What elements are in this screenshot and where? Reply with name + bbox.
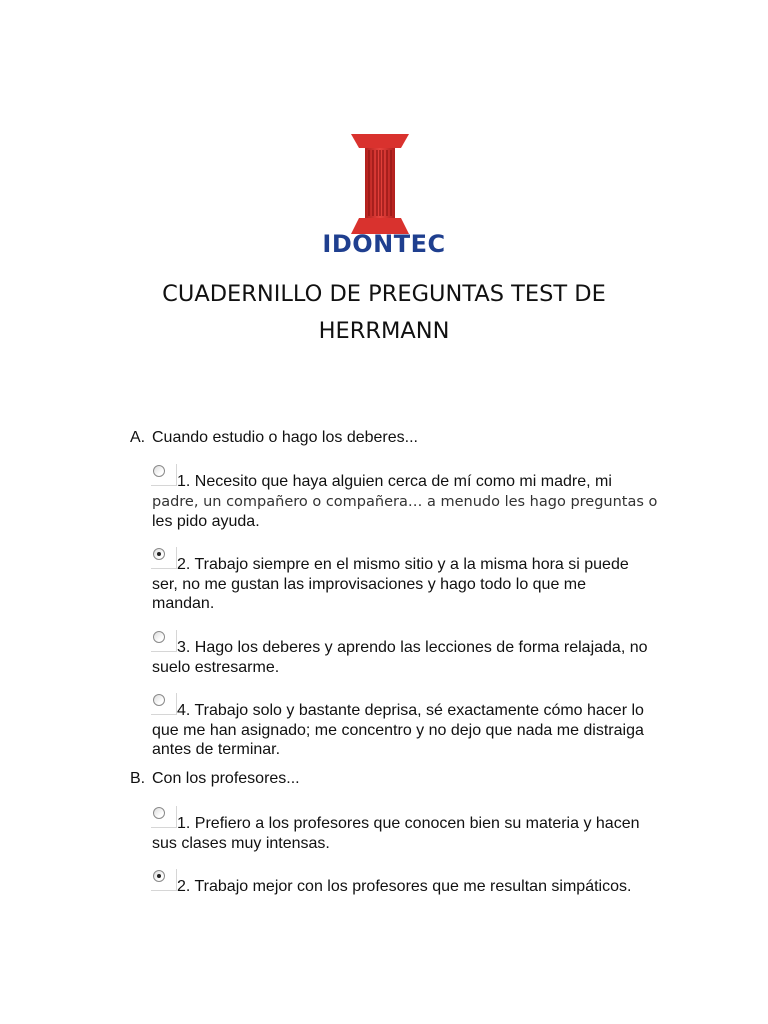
- option-a4[interactable]: [152, 701, 667, 760]
- radio-button[interactable]: [152, 701, 177, 715]
- question-b: [130, 769, 300, 789]
- option-text: 2. Trabajo siempre en el mismo sitio y a la misma hora si puede ser, no me gustan las improvisaciones y hago todo lo que me mandan.: [152, 556, 629, 612]
- option-text: 1. Prefiero a los profesores que conocen bien su materia y hacen sus clases muy intensas.: [152, 815, 640, 852]
- idontec-logo: [351, 134, 409, 234]
- radio-checked-icon[interactable]: [153, 548, 165, 560]
- option-text: 4. Trabajo solo y bastante deprisa, sé exactamente cómo hacer lo que me han asignado; me concentro y no dejo que nada me distraiga antes de terminar.: [152, 702, 644, 758]
- option-text: 1. Necesito que haya alguien cerca de mí como mi madre, mi padre, un compañero o compañera… a menudo les hago preguntas o les pido ayuda.: [152, 473, 658, 530]
- option-text: 2. Trabajo mejor con los profesores que me resultan simpáticos.: [177, 878, 632, 895]
- radio-button[interactable]: [152, 877, 177, 891]
- radio-checked-icon[interactable]: [153, 870, 165, 882]
- page-title: CUADERNILLO DE PREGUNTAS TEST DE HERRMANN: [162, 281, 606, 344]
- option-a3[interactable]: [152, 638, 667, 677]
- radio-button[interactable]: [152, 472, 177, 486]
- brand-name: IDONTEC: [322, 230, 446, 258]
- radio-unchecked-icon[interactable]: [153, 807, 165, 819]
- radio-unchecked-icon[interactable]: [153, 694, 165, 706]
- option-a2[interactable]: [152, 555, 667, 614]
- question-text: Cuando estudio o hago los deberes...: [152, 429, 418, 446]
- option-a1[interactable]: [152, 472, 667, 532]
- question-letter: A.: [130, 429, 146, 446]
- question-letter: B.: [130, 770, 146, 787]
- radio-unchecked-icon[interactable]: [153, 465, 165, 477]
- option-b2[interactable]: [152, 877, 667, 897]
- radio-button[interactable]: [152, 814, 177, 828]
- question-a: [130, 428, 418, 448]
- radio-unchecked-icon[interactable]: [153, 631, 165, 643]
- radio-button[interactable]: [152, 638, 177, 652]
- option-b1[interactable]: [152, 814, 667, 853]
- question-text: Con los profesores...: [152, 770, 300, 787]
- option-text: 3. Hago los deberes y aprendo las lecciones de forma relajada, no suelo estresarme.: [152, 639, 648, 676]
- radio-button[interactable]: [152, 555, 177, 569]
